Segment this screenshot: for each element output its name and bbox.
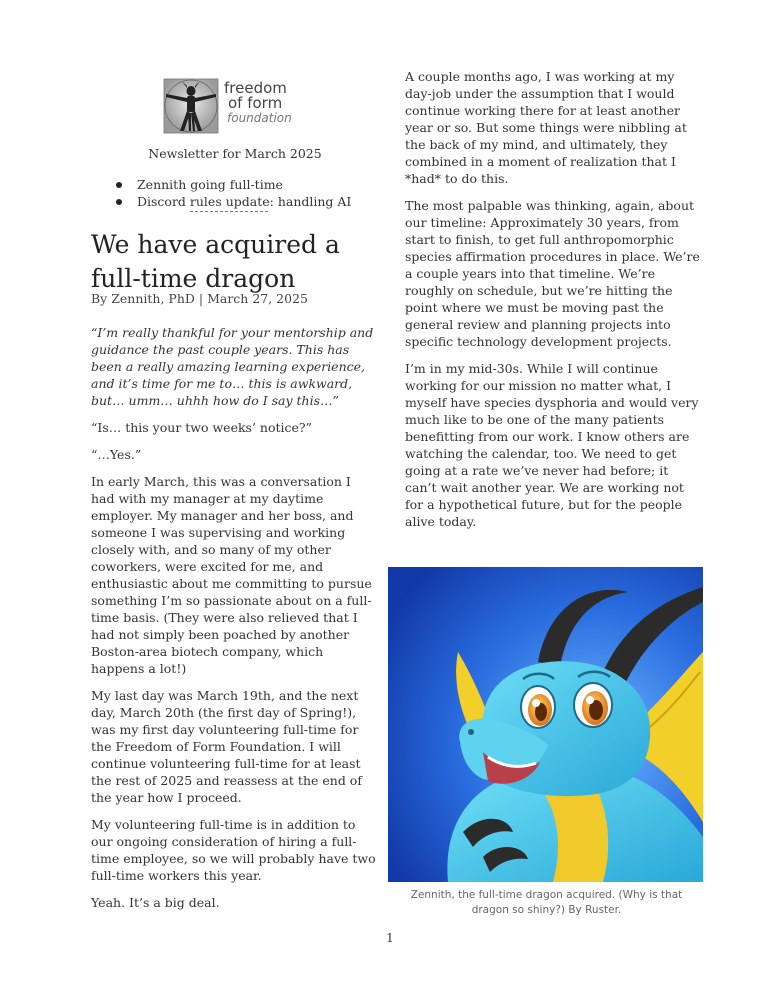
vitruvian-figure-icon: [160, 76, 220, 138]
article-title: We have acquired a full-time dragon: [91, 230, 340, 293]
logo-line-1: freedom: [224, 79, 287, 97]
toc-item: Zennith going full-time: [116, 176, 351, 193]
paragraph: My last day was March 19th, and the next day, March 20th (the first day of Spring!), was my first day volunteering full-time for the Freedom of Form Foundation. I will continue volunteering full-time for at least the rest of 2025 and reassess at the end of the year how I proceed.: [91, 688, 362, 805]
table-of-contents: [116, 176, 351, 210]
page-number: 1: [386, 931, 394, 945]
paragraph: I’m in my mid-30s. While I will continue working for our mission no matter what, I myself have species dysphoria and would very much like to be one of the many patients benefitting from our work. I know others are watching the calendar, too. We need to get going at a rate we’ve never had before; it can’t wait another year. We are working not for a hypothetical future, but for the people alive today.: [405, 361, 699, 529]
logo-line-2: of form: [228, 94, 283, 112]
paragraph: The most palpable was thinking, again, about our timeline: Approximately 30 years, from start to finish, to get full anthropomorphic species affirmation procedures in place. We’re a couple years into that timeline. We’re roughly on schedule, but we’re hitting the point where we must be moving past the general review and planning projects into specific technology development projects.: [405, 198, 700, 349]
paragraph: In early March, this was a conversation I had with my manager at my daytime employer. My manager and her boss, and someone I was supervising and working closely with, and so many of my other coworkers, were excited for me, and enthusiastic about me committing to pursue something I’m so passionate about on a full-time basis. (They were also relieved that I had not simply been poached by another Boston-area biotech company, which happens a lot!): [91, 474, 372, 676]
paragraph: “Is… this your two weeks’ notice?”: [91, 420, 313, 435]
left-column: [91, 324, 376, 921]
paragraph: Yeah. It’s a big deal.: [91, 895, 220, 910]
paragraph: “…Yes.”: [91, 447, 142, 462]
newsletter-title: Newsletter for March 2025: [148, 146, 322, 161]
foundation-logo: [160, 76, 310, 138]
dragon-image: [388, 567, 703, 882]
right-column: [405, 68, 700, 540]
paragraph: My volunteering full-time is in addition to our ongoing consideration of hiring a full-time employee, so we will probably have two full-time workers this year.: [91, 817, 376, 883]
paragraph: A couple months ago, I was working at my day-job under the assumption that I would continue working there for at least another year or so. But some things were nibbling at the back of my mind, and ultimately, they combined in a moment of realization that I *had* to do this.: [405, 69, 687, 186]
toc-item: Discord rules update: handling AI: [116, 193, 351, 210]
dragon-illustration: [388, 567, 703, 882]
logo-wordmark: [224, 81, 292, 126]
figure-caption: Zennith, the full-time dragon acquired. (Why is that dragon so shiny?) By Ruster.: [410, 889, 683, 916]
section-divider: [190, 211, 268, 212]
article-byline: By Zennith, PhD | March 27, 2025: [91, 291, 308, 306]
logo-line-3: foundation: [227, 111, 292, 125]
paragraph-quote: “I’m really thankful for your mentorship and guidance the past couple years. This has been a really amazing learning experience, and it’s time for me to… this is awkward, but… umm… uhhh how do I say this…”: [91, 325, 374, 408]
